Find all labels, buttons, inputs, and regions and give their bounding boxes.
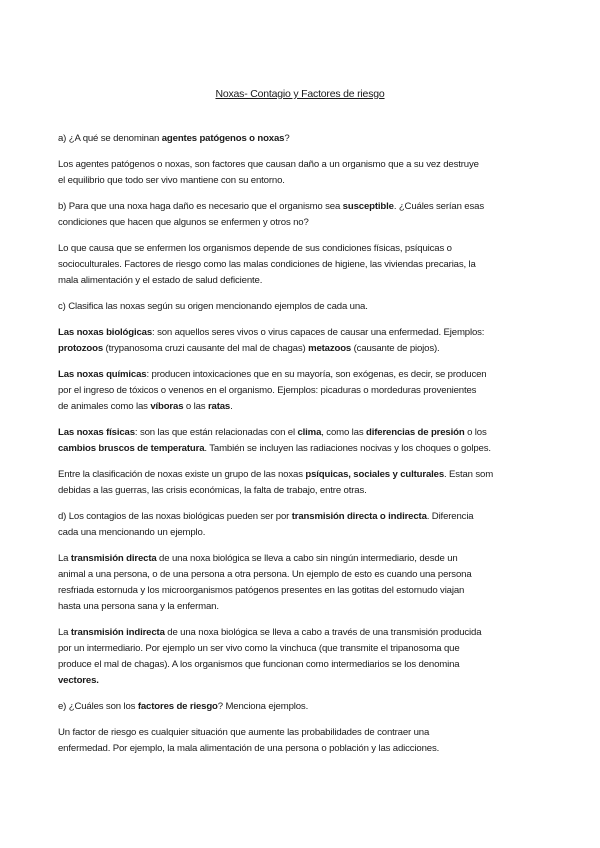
text: . Diferencia: [426, 511, 474, 522]
paragraph-answer-b: [58, 241, 558, 289]
text: animal a una persona, o de una persona a otra persona. Un ejemplo de esto es cuando una persona: [58, 569, 472, 580]
paragraph-answer-c-fisicas: [58, 425, 558, 457]
text-line: [58, 509, 558, 525]
text: resfriada estornuda y los microorganismos patógenos presentes en las gotitas del estornudo viajan: [58, 585, 465, 596]
text: . ¿Cuáles serían esas: [393, 201, 484, 212]
paragraph-answer-e: [58, 725, 558, 757]
text-line: [58, 599, 558, 615]
text: cada una mencionando un ejemplo.: [58, 527, 206, 538]
paragraph-answer-c-psiquicas: [58, 467, 558, 499]
text: . Estan som: [444, 469, 494, 480]
bold-text: protozoos: [58, 343, 104, 354]
text: : son aquellos seres vivos o virus capaces de causar una enfermedad. Ejemplos:: [152, 327, 485, 338]
bold-text: Las noxas físicas: [58, 427, 135, 438]
bold-text: susceptible: [342, 201, 394, 212]
text: Los agentes patógenos o noxas, son factores que causan daño a un organismo que a su vez destruye: [58, 159, 479, 170]
paragraph-question-a: [58, 131, 558, 147]
text: mala alimentación y el estado de salud deficiente.: [58, 275, 263, 286]
bold-text: factores de riesgo: [137, 701, 218, 712]
bold-text: transmisión indirecta: [70, 627, 165, 638]
text: por el ingreso de tóxicos o venenos en el organismo. Ejemplos: picaduras o mordeduras provenientes: [58, 385, 477, 396]
text-line: [58, 699, 558, 715]
text: produce el mal de chagas). A los organismos que funcionan como intermediarios se los denomina: [58, 659, 460, 670]
bold-text: vectores.: [58, 675, 99, 686]
text-line: [58, 441, 558, 457]
text: (causante de piojos).: [351, 343, 440, 354]
text: socioculturales. Factores de riesgo como las malas condiciones de higiene, las viviendas precarias, la: [58, 259, 476, 270]
text: el equilibrio que todo ser vivo mantiene con su entorno.: [58, 175, 285, 186]
paragraph-question-b: [58, 199, 558, 231]
text-line: [58, 673, 558, 689]
paragraph-answer-c-biologicas: [58, 325, 558, 357]
bold-text: diferencias de presión: [366, 427, 465, 438]
bold-text: Las noxas biológicas: [58, 327, 153, 338]
text: e) ¿Cuáles son los: [58, 701, 138, 712]
text-line: [58, 273, 558, 289]
text: La: [58, 627, 71, 638]
text-line: [58, 367, 558, 383]
text-line: [58, 725, 558, 741]
text: , como las: [321, 427, 367, 438]
paragraph-question-e: [58, 699, 558, 715]
bold-text: cambios bruscos de temperatura: [58, 443, 205, 454]
text: La: [58, 553, 71, 564]
text: : son las que están relacionadas con el: [134, 427, 298, 438]
text-line: [58, 483, 558, 499]
text-line: [58, 467, 558, 483]
text: condiciones que hacen que algunos se enfermen y otros no?: [58, 217, 309, 228]
text-line: [58, 383, 558, 399]
text: b) Para que una noxa haga daño es necesario que el organismo sea: [58, 201, 343, 212]
text-line: [58, 425, 558, 441]
text: Un factor de riesgo es cualquier situación que aumente las probabilidades de contraer una: [58, 727, 430, 738]
text: c) Clasifica las noxas según su origen mencionando ejemplos de cada una.: [58, 301, 368, 312]
text: a) ¿A qué se denominan: [58, 133, 162, 144]
text: de una noxa biológica se lleva a cabo a través de una transmisión producida: [164, 627, 482, 638]
text-line: [58, 215, 558, 231]
text: : producen intoxicaciones que en su mayoría, son exógenas, es decir, se producen: [146, 369, 487, 380]
text-line: [58, 525, 558, 541]
text: de una noxa biológica se lleva a cabo sin ningún intermediario, desde un: [156, 553, 458, 564]
paragraph-question-c: [58, 299, 558, 315]
bold-text: clima: [297, 427, 322, 438]
text: .: [230, 401, 233, 412]
bold-text: Las noxas químicas: [58, 369, 147, 380]
text: d) Los contagios de las noxas biológicas pueden ser por: [58, 511, 292, 522]
bold-text: psíquicas, sociales y culturales: [305, 469, 445, 480]
text: o los: [464, 427, 487, 438]
bold-text: transmisión directa: [70, 553, 157, 564]
text: hasta una persona sana y la enferman.: [58, 601, 219, 612]
text-line: [58, 325, 558, 341]
paragraph-answer-d-indirecta: [58, 625, 558, 689]
text-line: [58, 657, 558, 673]
text: por un intermediario. Por ejemplo un ser vivo como la vinchuca (que transmite el tripanosoma que: [58, 643, 460, 654]
text: ?: [284, 133, 290, 144]
bold-text: metazoos: [308, 343, 352, 354]
text-line: [58, 625, 558, 641]
text-line: [58, 299, 558, 315]
text: o las: [183, 401, 208, 412]
text: Lo que causa que se enfermen los organismos depende de sus condiciones físicas, psíquicas o: [58, 243, 452, 254]
text-line: [58, 551, 558, 567]
text-line: [58, 341, 558, 357]
text-line: [58, 241, 558, 257]
text-line: [58, 157, 558, 173]
text: de animales como las: [58, 401, 151, 412]
text: Entre la clasificación de noxas existe un grupo de las noxas: [58, 469, 306, 480]
text: ? Menciona ejemplos.: [217, 701, 309, 712]
document-body: [58, 131, 558, 767]
text-line: [58, 257, 558, 273]
text-line: [58, 641, 558, 657]
bold-text: víboras: [150, 401, 184, 412]
text-line: [58, 741, 558, 757]
text-line: [58, 173, 558, 189]
bold-text: ratas: [207, 401, 231, 412]
text: . También se incluyen las radiaciones nocivas y los choques o golpes.: [204, 443, 491, 454]
paragraph-answer-c-quimicas: [58, 367, 558, 415]
paragraph-question-d: [58, 509, 558, 541]
paragraph-answer-d-directa: [58, 551, 558, 615]
text: debidas a las guerras, las crisis económicas, la falta de trabajo, entre otras.: [58, 485, 367, 496]
document-title: Noxas- Contagio y Factores de riesgo: [215, 88, 385, 100]
text-line: [58, 131, 558, 147]
bold-text: agentes patógenos o noxas: [161, 133, 285, 144]
paragraph-answer-a: [58, 157, 558, 189]
text-line: [58, 567, 558, 583]
text: (trypanosoma cruzi causante del mal de chagas): [103, 343, 309, 354]
bold-text: transmisión directa o indirecta: [291, 511, 427, 522]
text-line: [58, 583, 558, 599]
text-line: [58, 199, 558, 215]
text-line: [58, 399, 558, 415]
text: enfermedad. Por ejemplo, la mala alimentación de una persona o población y las adicciones.: [58, 743, 440, 754]
